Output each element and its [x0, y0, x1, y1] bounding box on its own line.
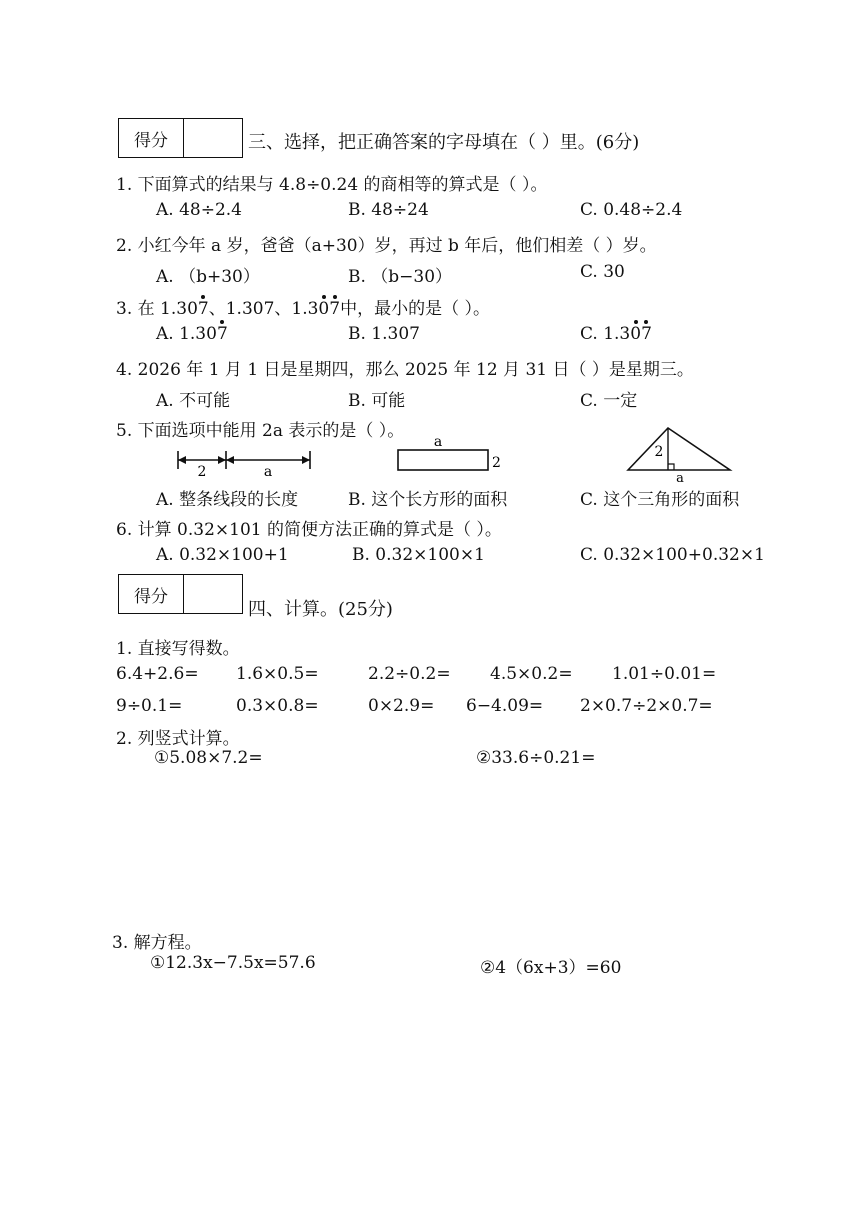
q3-stem-part: 3. 在 1.30: [116, 299, 198, 319]
q5-stem: 5. 下面选项中能用 2a 表示的是（ ）。: [116, 421, 405, 441]
q3-stem-part: 中，最小的是（ ）。: [340, 299, 490, 319]
q6-stem: 6. 计算 0.32×101 的简便方法正确的算式是（ ）。: [116, 520, 502, 540]
repeat-digit: 0: [630, 324, 642, 344]
q3-option-c-text: C. 1.3: [580, 324, 631, 344]
vertical-calc-item: ①5.08×7.2=: [154, 748, 263, 768]
q2-option-b: B. （b−30）: [348, 267, 453, 287]
q6-option-c: C. 0.32×100+0.32×1: [580, 545, 765, 565]
triangle-label-a: a: [676, 471, 684, 484]
vertical-calc-item: ②33.6÷0.21=: [476, 748, 596, 768]
equation-item: ②4（6x+3）=60: [480, 958, 622, 978]
q1-option-b: B. 48÷24: [348, 200, 429, 220]
q3-option-b: B. 1.307: [348, 324, 420, 344]
repeat-digit: 0: [318, 299, 330, 319]
q2-option-a: A. （b+30）: [156, 267, 260, 287]
q5-option-b: B. 这个长方形的面积: [348, 490, 508, 510]
repeat-digit: 7: [197, 299, 209, 319]
triangle-label-2: 2: [654, 444, 664, 460]
rectangle-label-a: a: [433, 434, 443, 450]
mental-calc-item: 1.6×0.5=: [236, 664, 319, 684]
segment-figure: [170, 440, 320, 480]
q4-stem: 4. 2026 年 1 月 1 日是星期四，那么 2025 年 12 月 31 日（ ）是星期三。: [116, 360, 694, 380]
part3-heading: 3. 解方程。: [112, 933, 202, 953]
q5-option-c: C. 这个三角形的面积: [580, 490, 740, 510]
mental-calc-item: 0×2.9=: [368, 696, 435, 716]
rectangle-figure: [390, 434, 510, 478]
q5-option-a: A. 整条线段的长度: [156, 490, 299, 510]
segment-label-2: 2: [197, 464, 207, 480]
repeat-digit: 7: [329, 299, 341, 319]
q4-option-b: B. 可能: [348, 391, 406, 411]
q3-option-a-text: A. 1.30: [156, 324, 217, 344]
mental-calc-item: 2×0.7÷2×0.7=: [580, 696, 713, 716]
part2-heading: 2. 列竖式计算。: [116, 729, 240, 749]
q1-stem: 1. 下面算式的结果与 4.8÷0.24 的商相等的算式是（ ）。: [116, 175, 548, 195]
equation-item: ①12.3x−7.5x=57.6: [150, 953, 316, 973]
q3-option-a: [156, 324, 228, 344]
q6-option-a: A. 0.32×100+1: [156, 545, 289, 565]
score-label: 得分: [119, 119, 184, 157]
rectangle-label-2: 2: [492, 455, 501, 471]
q4-option-c: C. 一定: [580, 391, 638, 411]
mental-calc-item: 6−4.09=: [466, 696, 544, 716]
mental-calc-item: 1.01÷0.01=: [612, 664, 717, 684]
triangle-figure: [622, 424, 742, 484]
section4-title: 四、计算。(25分): [248, 599, 393, 620]
q3-stem: [116, 294, 490, 319]
score-label: 得分: [119, 575, 184, 613]
q2-option-c: C. 30: [580, 262, 625, 282]
mental-calc-item: 0.3×0.8=: [236, 696, 319, 716]
q1-option-c: C. 0.48÷2.4: [580, 200, 683, 220]
q3-stem-part: 、1.307、1.3: [208, 299, 319, 319]
repeat-digit: 7: [641, 324, 652, 344]
repeat-digit: 7: [216, 324, 228, 344]
q1-option-a: A. 48÷2.4: [156, 200, 242, 220]
q3-option-c: [580, 324, 652, 344]
mental-calc-item: 2.2÷0.2=: [368, 664, 451, 684]
score-box-section3: [118, 118, 243, 158]
q4-option-a: A. 不可能: [156, 391, 231, 411]
score-blank[interactable]: [184, 119, 242, 157]
mental-calc-item: 4.5×0.2=: [490, 664, 573, 684]
segment-label-a: a: [263, 464, 273, 480]
score-blank[interactable]: [184, 575, 242, 613]
mental-calc-item: 6.4+2.6=: [116, 664, 199, 684]
q2-stem: 2. 小红今年 a 岁，爸爸（a+30）岁，再过 b 年后，他们相差（ ）岁。: [116, 236, 657, 256]
part1-heading: 1. 直接写得数。: [116, 639, 240, 659]
section3-title: 三、选择，把正确答案的字母填在（ ）里。(6分): [248, 132, 640, 153]
q6-option-b: B. 0.32×100×1: [352, 545, 485, 565]
score-box-section4: [118, 574, 243, 614]
mental-calc-item: 9÷0.1=: [116, 696, 183, 716]
